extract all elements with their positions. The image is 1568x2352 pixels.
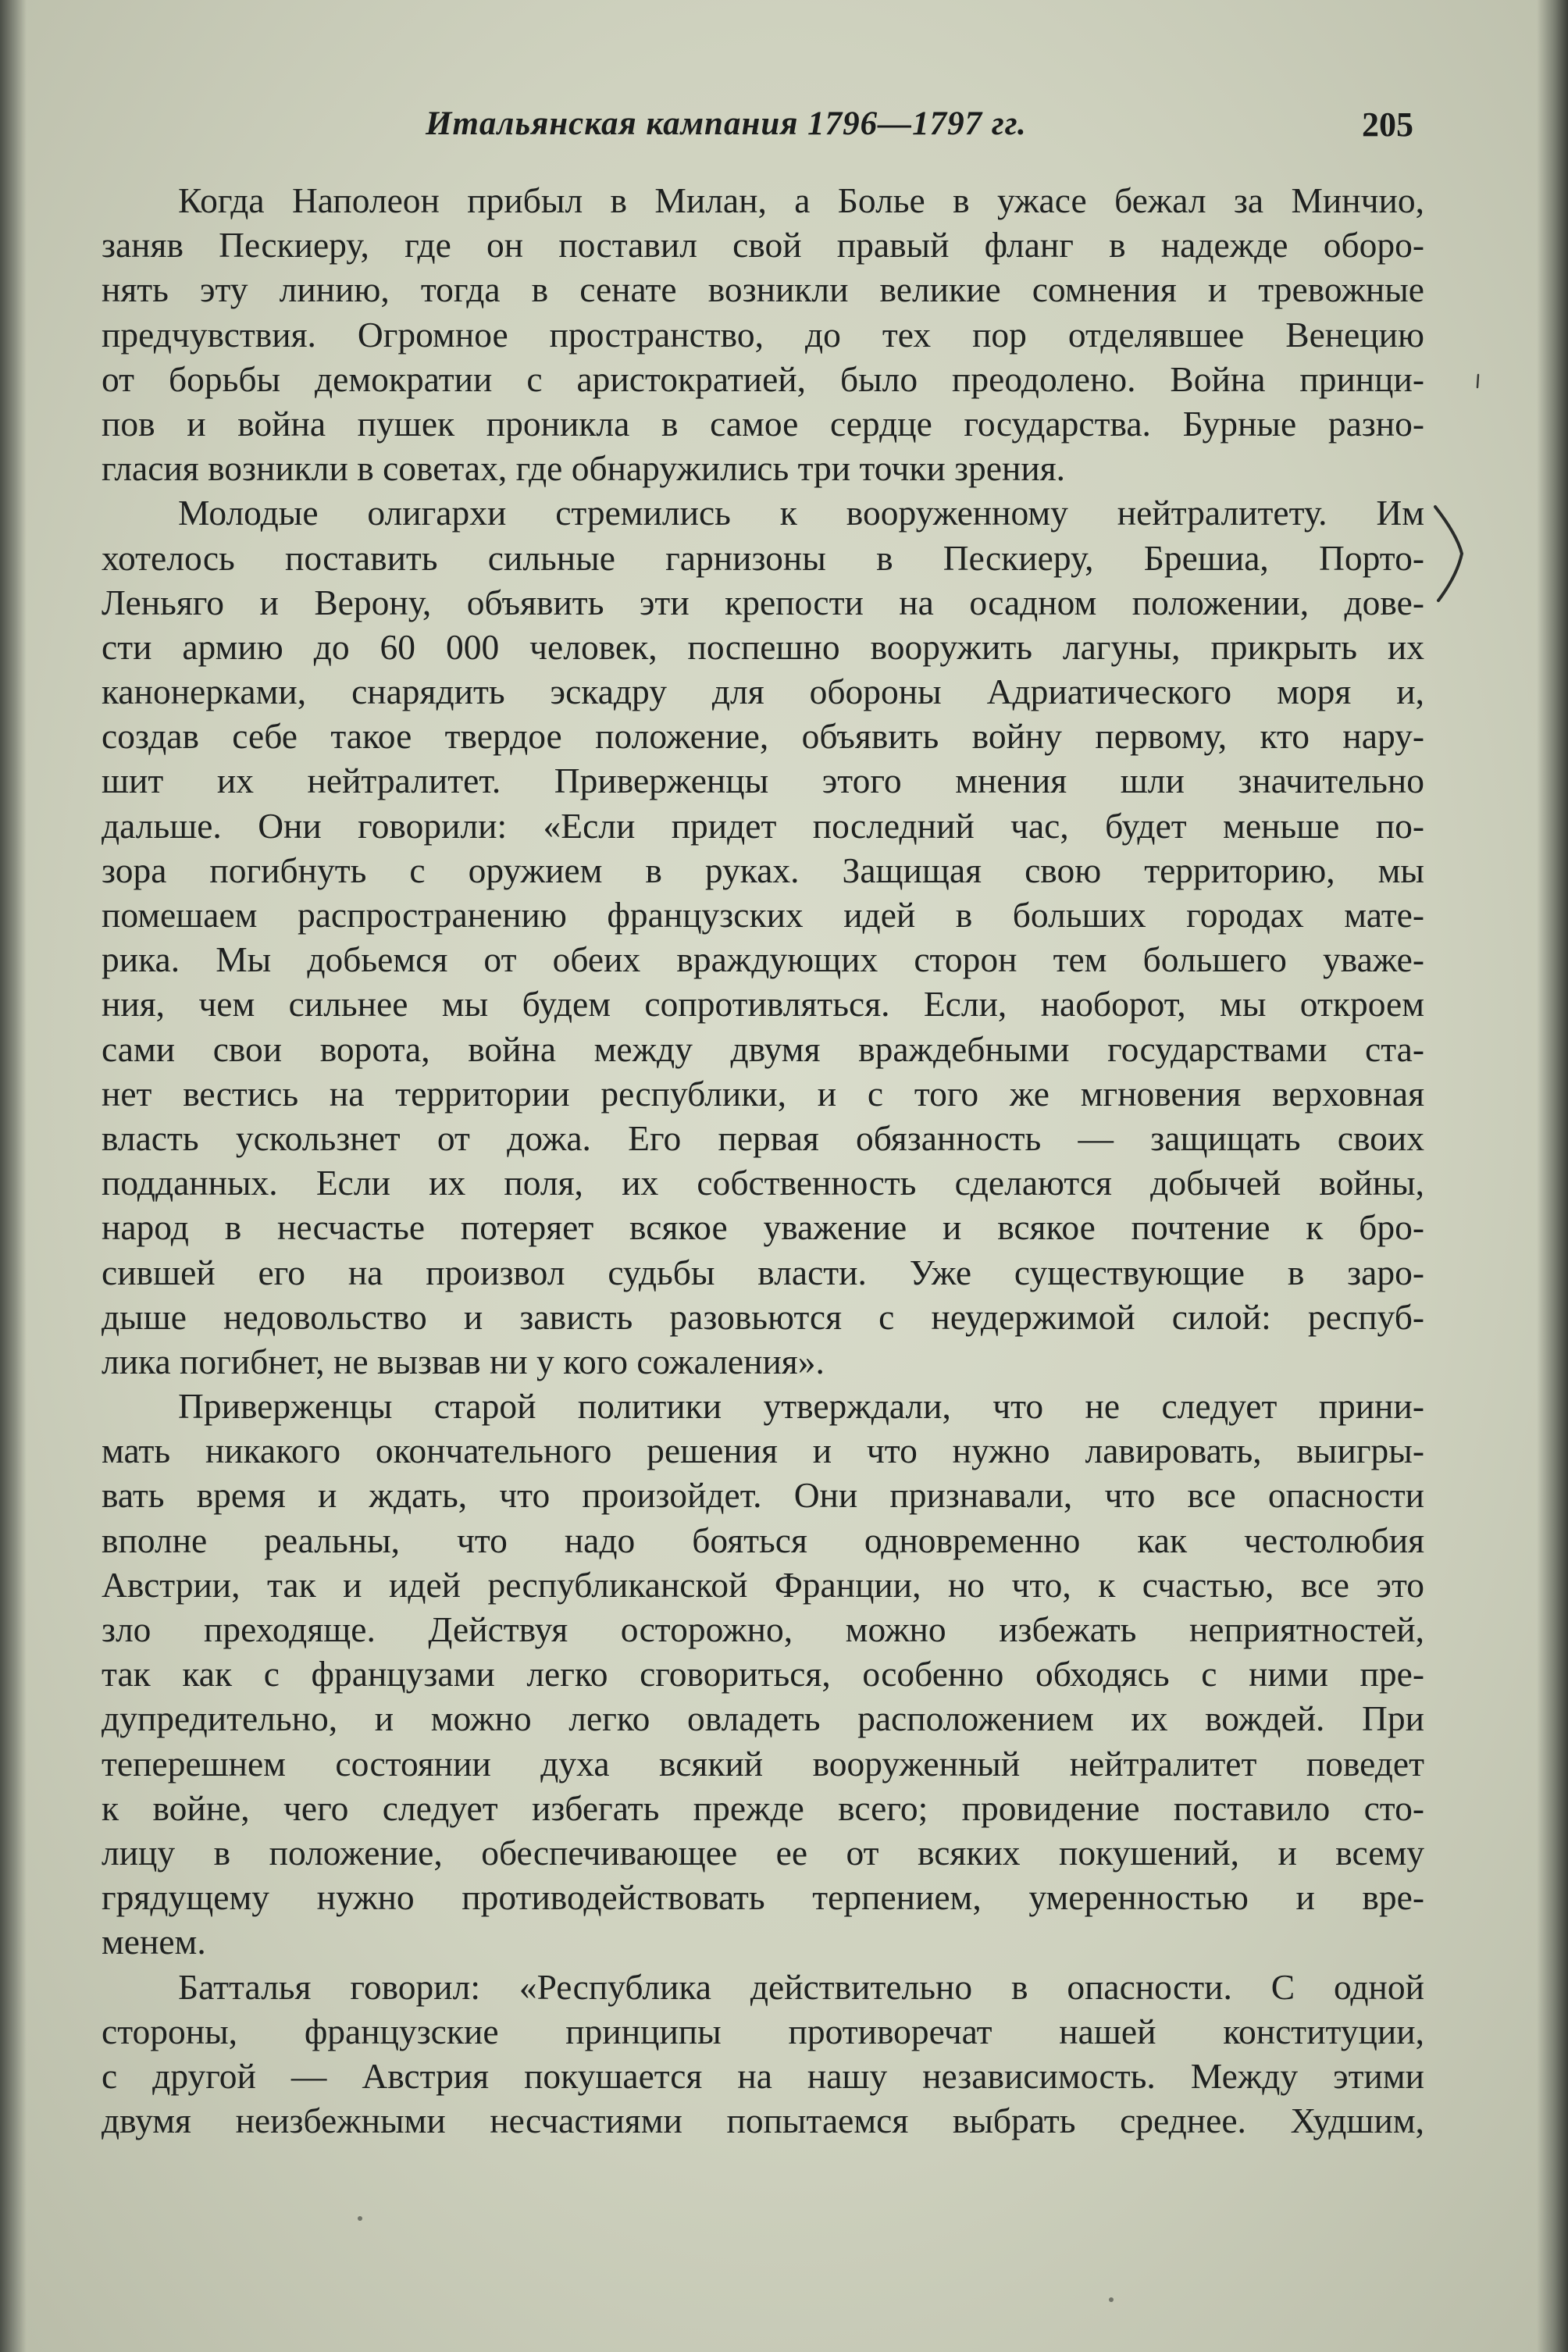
- text-line: Приверженцы старой политики утверждали, что не следует прини-: [178, 1386, 1424, 1427]
- text-line: нять эту линию, тогда в сенате возникли великие сомнения и тревожные: [102, 269, 1424, 310]
- text-line: канонерками, снарядить эскадру для обороны Адриатического моря и,: [102, 672, 1424, 712]
- text-line: вать время и ждать, что произойдет. Они признавали, что все опасности: [102, 1475, 1424, 1516]
- text-line: с другой — Австрия покушается на нашу независимость. Между этими: [102, 2055, 1424, 2096]
- text-line: зора погибнуть с оружием в руках. Защищая свою территорию, мы: [102, 850, 1424, 890]
- text-line: заняв Пескиеру, где он поставил свой правый фланг в надежде оборо-: [102, 225, 1424, 265]
- page-number: 205: [1362, 105, 1413, 144]
- text-line: сами свои ворота, война между двумя враждебными государствами ста-: [102, 1028, 1424, 1069]
- paragraph-2: [102, 490, 1424, 1384]
- text-line: Молодые олигархи стремились к вооруженному нейтралитету. Им: [178, 493, 1424, 533]
- text-line: нет вестись на территории республики, и с того же мгновения верховная: [102, 1073, 1424, 1114]
- text-line: дыше недовольство и зависть разовьются с неудержимой силой: респуб-: [102, 1296, 1424, 1337]
- text-line: помешаем распространению французских идей в больших городах мате-: [102, 895, 1424, 935]
- paper-speck: [358, 2216, 362, 2221]
- margin-bracket-mark: [1431, 504, 1477, 605]
- text-line: лика погибнет, не вызвав ни у кого сожаления».: [102, 1341, 825, 1381]
- text-line: от борьбы демократии с аристократией, было преодолено. Война принци-: [102, 358, 1424, 399]
- paper-speck: [1109, 2297, 1114, 2302]
- text-line: народ в несчастье потеряет всякое уважение и всякое почтение к бро-: [102, 1207, 1424, 1248]
- text-line: власть ускользнет от дожа. Его первая обязанность — защищать своих: [102, 1117, 1424, 1158]
- text-line: грядущему нужно противодействовать терпением, умеренностью и вре-: [102, 1877, 1424, 1918]
- text-line: ния, чем сильнее мы будем сопротивляться. Если, наоборот, мы откроем: [102, 984, 1424, 1025]
- text-line: вполне реальны, что надо бояться одновременно как честолюбия: [102, 1520, 1424, 1560]
- text-line: пов и война пушек проникла в самое сердце государства. Бурные разно-: [102, 403, 1424, 444]
- text-line: стороны, французские принципы противоречат нашей конституции,: [102, 2011, 1424, 2051]
- paragraph-1: [102, 178, 1424, 490]
- page-edge-shadow-left: [0, 0, 27, 2352]
- text-line: сти армию до 60 000 человек, поспешно вооружить лагуны, прикрыть их: [102, 626, 1424, 667]
- text-line: теперешнем состоянии духа всякий вооруженный нейтралитет поведет: [102, 1743, 1424, 1784]
- page-edge-shadow-right: [1537, 0, 1568, 2352]
- body-text: [102, 178, 1424, 2143]
- text-line: предчувствия. Огромное пространство, до тех пор отделявшее Венецию: [102, 314, 1424, 355]
- text-line: создав себе такое твердое положение, объявить войну первому, кто нару-: [102, 716, 1424, 757]
- text-line: гласия возникли в советах, где обнаружились три точки зрения.: [102, 448, 1066, 489]
- text-line: зло преходяще. Действуя осторожно, можно избежать неприятностей,: [102, 1609, 1424, 1649]
- running-header: [102, 102, 1413, 164]
- text-line: лицу в положение, обеспечивающее ее от всяких покушений, и всему: [102, 1832, 1424, 1873]
- text-line: к войне, чего следует избегать прежде всего; провидение поставило сто-: [102, 1787, 1424, 1828]
- text-line: хотелось поставить сильные гарнизоны в Пескиеру, Брешиа, Порто-: [102, 537, 1424, 578]
- margin-pencil-mark: [1474, 373, 1482, 389]
- text-line: Батталья говорил: «Республика действительно в опасности. С одной: [178, 1966, 1424, 2007]
- text-line: сившей его на произвол судьбы власти. Уже существующие в заро-: [102, 1252, 1424, 1292]
- text-line: шит их нейтралитет. Приверженцы этого мнения шли значительно: [102, 761, 1424, 801]
- text-line: рика. Мы добьемся от обеих враждующих сторон тем большего уваже-: [102, 939, 1424, 980]
- text-line: двумя неизбежными несчастиями попытаемся выбрать среднее. Худшим,: [102, 2101, 1424, 2141]
- paragraph-3: [102, 1384, 1424, 1964]
- text-line: так как с французами легко сговориться, особенно обходясь с ними пре-: [102, 1654, 1424, 1695]
- text-line: Когда Наполеон прибыл в Милан, а Болье в ужасе бежал за Минчио,: [178, 180, 1424, 220]
- text-line: дупредительно, и можно легко овладеть расположением их вождей. При: [102, 1698, 1424, 1739]
- text-line: подданных. Если их поля, их собственность сделаются добычей войны,: [102, 1163, 1424, 1203]
- text-line: Леньяго и Верону, объявить эти крепости на осадном положении, дове-: [102, 582, 1424, 622]
- text-line: мать никакого окончательного решения и что нужно лавировать, выигры-: [102, 1431, 1424, 1471]
- text-line: менем.: [102, 1922, 206, 1962]
- paragraph-4: [102, 1965, 1424, 2144]
- running-title: Итальянская кампания 1796—1797 гг.: [426, 105, 1027, 142]
- text-line: Австрии, так и идей республиканской Франции, но что, к счастью, все это: [102, 1564, 1424, 1605]
- text-line: дальше. Они говорили: «Если придет последний час, будет меньше по-: [102, 805, 1424, 846]
